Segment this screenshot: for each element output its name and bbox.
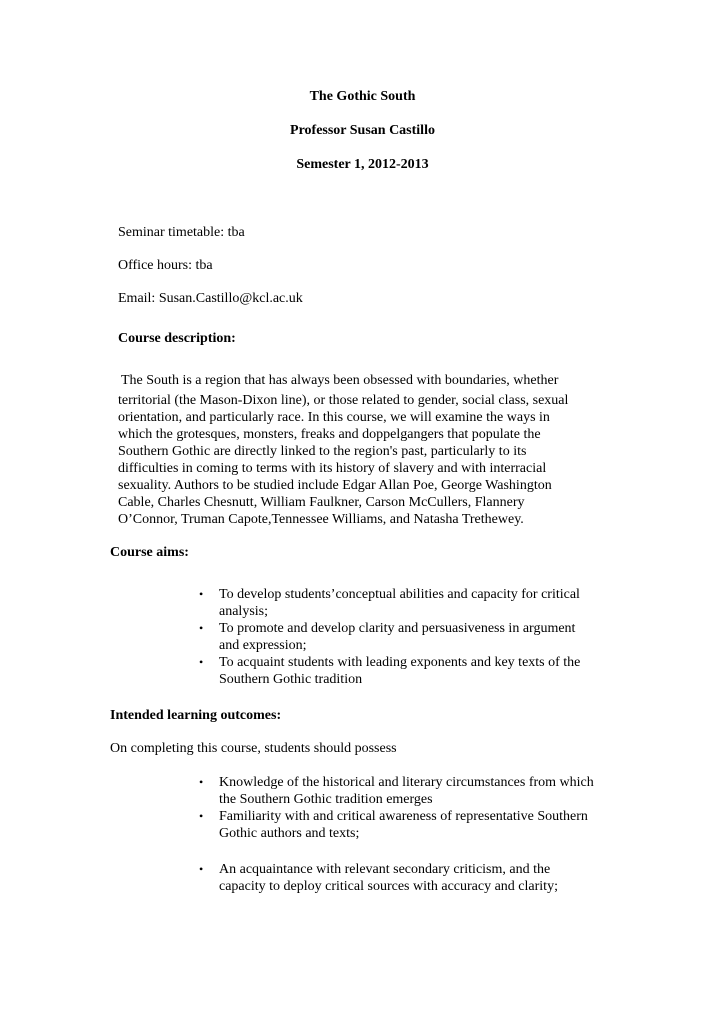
bullet-icon: • xyxy=(199,809,204,823)
list-item xyxy=(196,861,636,895)
list-item-text: analysis; xyxy=(219,604,268,619)
description-line: which the grotesques, monsters, freaks and doppelgangers that populate the xyxy=(118,427,541,442)
list-item xyxy=(196,654,636,688)
list-item-text: To acquaint students with leading exponents and key texts of the xyxy=(219,655,581,670)
list-item-text: Gothic authors and texts; xyxy=(219,826,360,841)
course-description-heading: Course description: xyxy=(118,331,236,346)
course-aims-list xyxy=(196,586,636,688)
bullet-icon: • xyxy=(199,862,204,876)
description-line: Southern Gothic are directly linked to the region's past, particularly to its xyxy=(118,444,527,459)
list-item-text: To develop students’conceptual abilities and capacity for critical xyxy=(219,587,580,602)
bullet-icon: • xyxy=(199,621,204,635)
description-line: sexuality. Authors to be studied include Edgar Allan Poe, George Washington xyxy=(118,478,552,493)
course-aims-heading: Course aims: xyxy=(110,545,189,560)
learning-outcomes-list xyxy=(196,774,636,895)
seminar-timetable: Seminar timetable: tba xyxy=(118,225,245,240)
list-item xyxy=(196,586,636,620)
list-item-text: capacity to deploy critical sources with accuracy and clarity; xyxy=(219,879,558,894)
semester-label: Semester 1, 2012-2013 xyxy=(296,157,429,172)
office-hours: Office hours: tba xyxy=(118,258,213,273)
list-item xyxy=(196,808,636,842)
email-line: Email: Susan.Castillo@kcl.ac.uk xyxy=(118,291,303,306)
list-item-text: Southern Gothic tradition xyxy=(219,672,363,687)
description-line: The South is a region that has always been obsessed with boundaries, whether xyxy=(121,373,559,388)
description-line: orientation, and particularly race. In this course, we will examine the ways in xyxy=(118,410,550,425)
course-description-paragraph xyxy=(118,372,628,528)
list-item-text: and expression; xyxy=(219,638,307,653)
list-item xyxy=(196,620,636,654)
learning-outcomes-intro: On completing this course, students should possess xyxy=(110,741,397,756)
bullet-icon: • xyxy=(199,587,204,601)
description-line: Cable, Charles Chesnutt, William Faulkner, Carson McCullers, Flannery xyxy=(118,495,525,510)
list-item-text: Knowledge of the historical and literary circumstances from which xyxy=(219,775,594,790)
professor-name: Professor Susan Castillo xyxy=(290,123,435,138)
description-line: O’Connor, Truman Capote,Tennessee Williams, and Natasha Trethewey. xyxy=(118,512,524,527)
list-item-text: To promote and develop clarity and persuasiveness in argument xyxy=(219,621,576,636)
list-item-text: An acquaintance with relevant secondary criticism, and the xyxy=(219,862,551,877)
course-title: The Gothic South xyxy=(309,89,416,104)
learning-outcomes-heading: Intended learning outcomes: xyxy=(110,708,282,723)
description-line: difficulties in coming to terms with its history of slavery and with interracial xyxy=(118,461,547,476)
list-item xyxy=(196,774,636,808)
bullet-icon: • xyxy=(199,655,204,669)
list-item-text: the Southern Gothic tradition emerges xyxy=(219,792,433,807)
list-item-text: Familiarity with and critical awareness of representative Southern xyxy=(219,809,588,824)
bullet-icon: • xyxy=(199,775,204,789)
description-line: territorial (the Mason-Dixon line), or those related to gender, social class, sexual xyxy=(118,393,569,408)
